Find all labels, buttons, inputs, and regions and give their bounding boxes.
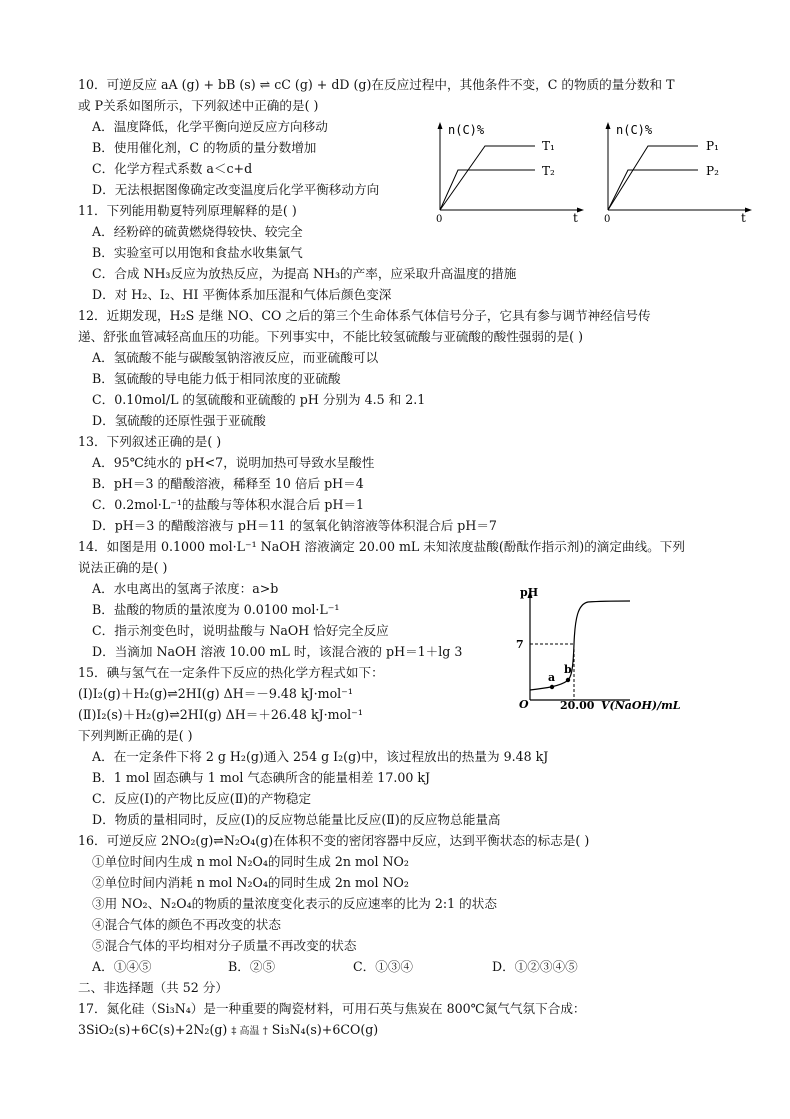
q11-stem: 11．下列能用勒夏特列原理解释的是( ): [78, 203, 297, 218]
q12-option-c: C．0.10mol/L 的氢硫酸和亚硫酸的 pH 分别为 4.5 和 2.1: [92, 392, 426, 407]
q17-stem: 17．氮化硅（Si₃N₄）是一种重要的陶瓷材料，可用石英与焦炭在 800℃氮气气氛下合成：: [78, 1001, 586, 1016]
q13-option-b: B．pH＝3 的醋酸溶液，稀释至 10 倍后 pH＝4: [92, 476, 364, 491]
y-axis-label: n(C)%: [448, 123, 485, 137]
q10-option-b: B．使用催化剂，C 的物质的量分数增加: [92, 140, 317, 155]
x-axis-arrow: [577, 208, 584, 213]
q16-item-3: ③用 NO₂、N₂O₄的物质的量浓度变化表示的反应速率的比为 2:1 的状态: [92, 896, 497, 911]
q13-stem: 13．下列叙述正确的是( ): [78, 434, 222, 449]
curve-p2: [608, 170, 698, 210]
origin-label: 0: [436, 214, 443, 225]
origin-label: 0: [604, 214, 611, 225]
q13-option-d: D．pH＝3 的醋酸溶液与 pH＝11 的氢氧化钠溶液等体积混合后 pH＝7: [92, 518, 497, 533]
q16-item-4: ④混合气体的颜色不再改变的状态: [92, 917, 281, 932]
y-axis-label: n(C)%: [616, 123, 653, 137]
curve-t2-label: T₂: [542, 164, 555, 178]
q14-stem-line1: 14．如图是用 0.1000 mol·L⁻¹ NaOH 溶液滴定 20.00 mL 未知浓度盐酸(酚酞作指示剂)的滴定曲线。下列: [78, 539, 685, 554]
q10-stem-line2: 或 P关系如图所示，下列叙述中正确的是( ): [78, 98, 319, 113]
q17-equation: [78, 1021, 378, 1041]
section-heading: 二、非选择题（共 52 分）: [78, 980, 228, 995]
curve-p1: [608, 146, 698, 210]
titration-curve: [530, 601, 630, 690]
q16-stem: 16．可逆反应 2NO₂(g)⇌N₂O₄(g)在体积不变的密闭容器中反应，达到平衡状态的标志是( ): [78, 833, 590, 848]
q17-equation-right: Si₃N₄(s)+6CO(g): [271, 1022, 379, 1037]
y-axis-label: pH: [520, 586, 539, 599]
y-axis-arrow: [438, 122, 443, 129]
q13-option-a: A．95℃纯水的 pH<7，说明加热可导致水呈酸性: [92, 455, 375, 470]
y-tick-7: 7: [516, 638, 524, 651]
q14-stem-line2: 说法正确的是( ): [78, 560, 168, 575]
q12-stem-line1: 12．近期发现，H₂S 是继 NO、CO 之后的第三个生命体系气体信号分子，它具有参与调节神经信号传: [78, 308, 651, 323]
point-a-label: a: [548, 671, 556, 684]
q15-stem: 15．碘与氢气在一定条件下反应的热化学方程式如下：: [78, 665, 384, 680]
q15-equation-2: (Ⅱ)I₂(s)＋H₂(g)⇌2HI(g) ΔH＝＋26.48 kJ·mol⁻¹: [78, 707, 363, 722]
q16-choice-a: A．①④⑤: [92, 959, 152, 974]
q12-stem-line2: 递、舒张血管减轻高血压的功能。下列事实中，不能比较氢硫酸与亚硫酸的酸性强弱的是( ): [78, 329, 583, 344]
q16-item-2: ②单位时间内消耗 n mol N₂O₄的同时生成 2n mol NO₂: [92, 875, 409, 890]
q15-stem-line2: 下列判断正确的是( ): [78, 728, 193, 743]
x-axis-label: t: [573, 211, 578, 225]
x-tick-20: 20.00: [560, 699, 595, 712]
origin-label: O: [519, 698, 529, 711]
q11-option-d: D．对 H₂、I₂、HI 平衡体系加压混和气体后颜色变深: [92, 287, 392, 302]
point-b-label: b: [564, 663, 572, 676]
q13-option-c: C．0.2mol·L⁻¹的盐酸与等体积水混合后 pH＝1: [92, 497, 365, 512]
q16-item-1: ①单位时间内生成 n mol N₂O₄的同时生成 2n mol NO₂: [92, 854, 409, 869]
q14-option-b: B．盐酸的物质的量浓度为 0.0100 mol·L⁻¹: [92, 602, 340, 617]
curve-p2-label: P₂: [706, 164, 719, 178]
q11-option-c: C．合成 NH₃反应为放热反应，为提高 NH₃的产率，应采取升高温度的措施: [92, 266, 517, 281]
q12-option-a: A．氢硫酸不能与碳酸氢钠溶液反应，而亚硫酸可以: [92, 350, 379, 365]
q10-stem-line1: 10．可逆反应 aA (g) + bB (s) ⇌ cC (g) + dD (g)在反应过程中，其他条件不变，C 的物质的量分数和 T: [78, 77, 675, 92]
q15-option-a: A．在一定条件下将 2 g H₂(g)通入 254 g I₂(g)中，该过程放出的热量为 9.48 kJ: [92, 749, 549, 764]
q15-option-b: B．1 mol 固态碘与 1 mol 气态碘所含的能量相差 17.00 kJ: [92, 770, 431, 785]
q10-option-d: D．无法根据图像确定改变温度后化学平衡移动方向: [92, 182, 380, 197]
q16-choice-d: D．①②③④⑤: [492, 959, 578, 974]
y-axis-arrow: [606, 122, 611, 129]
q14-option-a: A．水电离出的氢离子浓度：a>b: [92, 581, 279, 596]
q12-option-b: B．氢硫酸的导电能力低于相同浓度的亚硫酸: [92, 371, 341, 386]
q15-option-c: C．反应(Ⅰ)的产物比反应(Ⅱ)的产物稳定: [92, 791, 312, 806]
q16-choice-b: B．②⑤: [228, 959, 276, 974]
q14-titration-graph: [512, 582, 684, 714]
q15-option-d: D．物质的量相同时，反应(Ⅰ)的反应物总能量比反应(Ⅱ)的反应物总能量高: [92, 812, 501, 827]
q10-graph-temperature: [430, 118, 590, 228]
x-axis-arrow: [745, 208, 752, 213]
point-b: [566, 678, 570, 682]
curve-t1-label: T₁: [542, 139, 555, 153]
q17-equation-arrow: ‡ 高温 †: [231, 1026, 268, 1037]
q10-option-c: C．化学方程式系数 a＜c+d: [92, 161, 253, 176]
q10-graph-pressure: [598, 118, 758, 228]
q14-option-c: C．指示剂变色时，说明盐酸与 NaOH 恰好完全反应: [92, 623, 389, 638]
q16-choice-c: C．①③④: [353, 959, 414, 974]
q11-option-b: B．实验室可以用饱和食盐水收集氯气: [92, 245, 303, 260]
q16-item-5: ⑤混合气体的平均相对分子质量不再改变的状态: [92, 938, 357, 953]
q11-option-a: A．经粉碎的硫黄燃烧得较快、较完全: [92, 224, 303, 239]
x-axis-label: V(NaOH)/mL: [601, 699, 681, 712]
point-a: [550, 685, 554, 689]
q17-equation-left: 3SiO₂(s)+6C(s)+2N₂(g): [78, 1022, 228, 1037]
curve-p1-label: P₁: [706, 139, 719, 153]
q12-option-d: D．氢硫酸的还原性强于亚硫酸: [92, 413, 266, 428]
q14-option-d: D．当滴加 NaOH 溶液 10.00 mL 时，该混合液的 pH＝1＋lg 3: [92, 644, 463, 659]
q15-equation-1: (Ⅰ)I₂(g)＋H₂(g)⇌2HI(g) ΔH＝－9.48 kJ·mol⁻¹: [78, 686, 353, 701]
q10-option-a: A．温度降低，化学平衡向逆反应方向移动: [92, 119, 328, 134]
x-axis-label: t: [741, 211, 746, 225]
